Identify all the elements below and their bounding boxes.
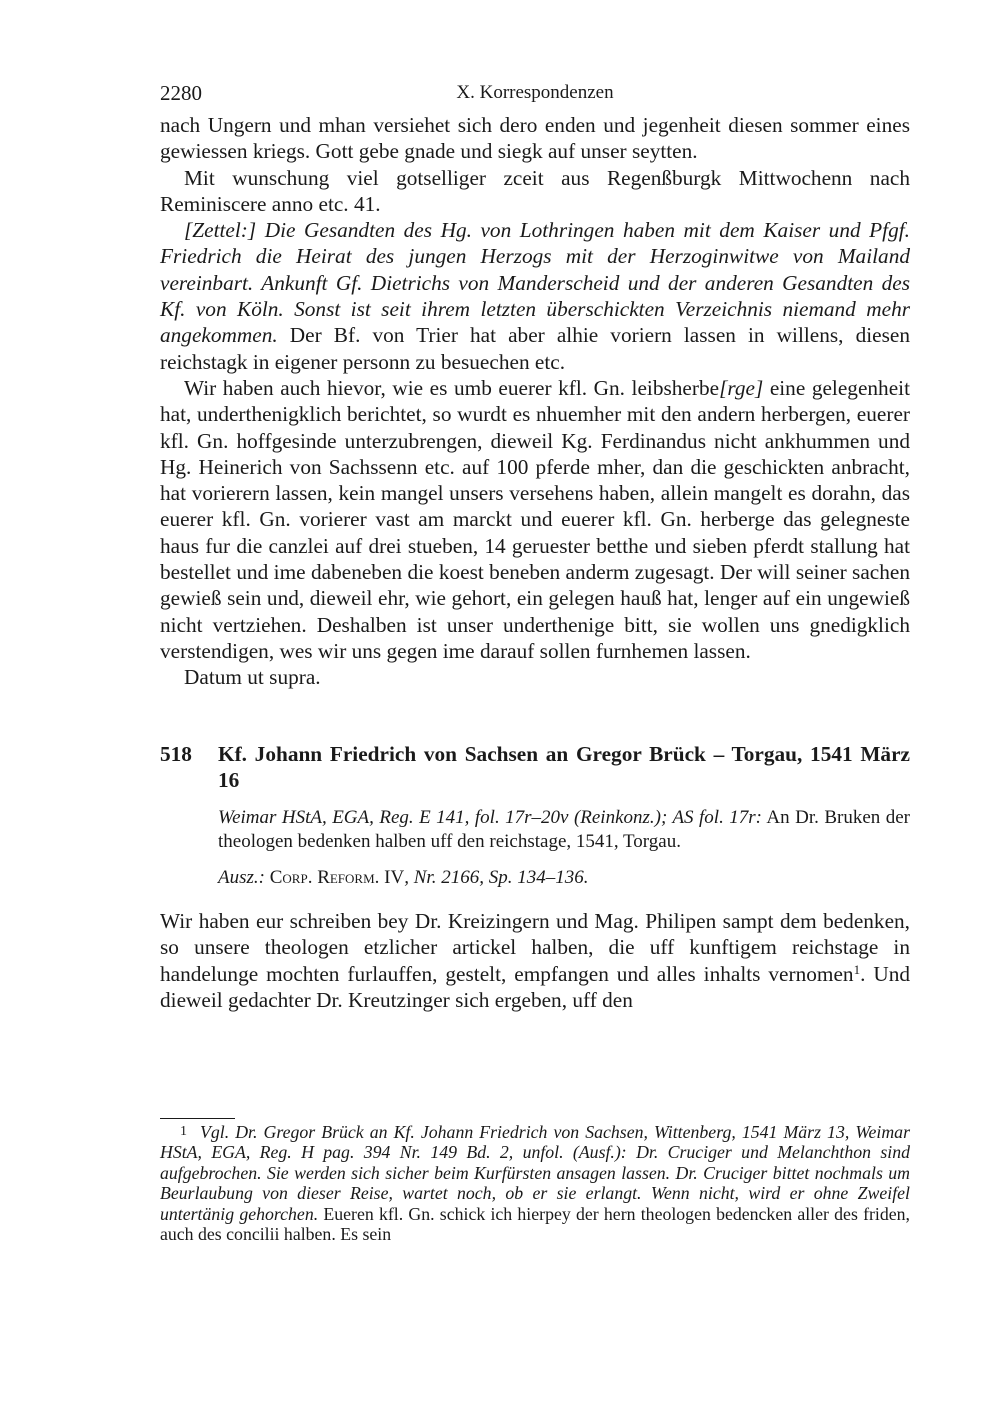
text-segment: eine gelegenheit hat, underthenigklich berichtet, so wurdt es nhuemher mit den andern herbergen, euerer kfl. Gn. hoffgesinde unterzubrengen, dieweil Kg. Ferdinandus nicht ankhummen und Hg. Heinerich von Sachssenn etc. auf 100 pferde mher, dan die geschickten anbracht, hat vorierern lassen, kein mangel unsers versehens haben, allein mangelt es dorahn, das euerer kfl. Gn. vorierer vast am marckt und euerer kfl. Gn. herberge das gelegneste haus fur die canzlei auf drei stueben, 14 geruester betthe und sieben pferdt stallung hat bestellet und ime dabeneben die koest beneben anderm zugesagt. Der will seiner sachen gewieß sein und, dieweil ehr, wie gehort, ein gelegen hauß hat, lenger auf ein ungewieß nicht vertziehen. Deshalben ist unser underthenige bitt, sie wollen uns gnedigklich verstendigen, wes wir uns gegen ime darauf sollen furnhemen lassen. xyxy=(160,375,910,663)
document-apparatus xyxy=(218,806,910,890)
page xyxy=(160,80,910,1013)
footnote-mark: 1 xyxy=(180,1124,187,1139)
text-segment: . Und dieweil gedachter Dr. Kreutzinger sich ergeben, uff den xyxy=(160,961,911,1013)
paragraph-zettel xyxy=(160,217,910,375)
footnote-reference[interactable]: 1 xyxy=(853,961,861,977)
running-title: X. Korrespondenzen xyxy=(456,82,614,103)
paragraph: Mit wunschung viel gotselliger zceit aus Regenßburgk Mittwochenn nach Reminiscere anno etc. 41. xyxy=(160,165,910,216)
document-heading xyxy=(160,741,910,794)
excerpt-note xyxy=(218,866,910,890)
paragraph: nach Ungern und mhan versiehet sich dero enden und jegenheit diesen sommer eines gewiessen kriegs. Gott gebe gnade und siegk auf unser seytten. xyxy=(160,113,910,164)
document-text xyxy=(160,908,910,1013)
document-number: 518 xyxy=(160,741,192,766)
editorial-emendation: [rge] xyxy=(719,375,764,400)
page-header xyxy=(160,80,910,106)
footnote-rule xyxy=(160,1118,235,1119)
source-archive: Weimar HStA, EGA, Reg. E 141, fol. 17r–20v (Reinkonz.); AS fol. 17r: xyxy=(218,807,763,829)
excerpt-volume: IV xyxy=(379,867,405,889)
zettel-summary: [Zettel:] Die Gesandten des Hg. von Lothringen haben mit dem Kaiser und Pfgf. Friedrich die Heirat des jungen Herzogs mit der Herzoginwitwe von Mailand vereinbart. Ankunft Gf. Dietrichs von Manderscheid und der anderen Gesandten des Kf. von Köln. Sonst ist seit ihrem letzten überschickten Verzeichnis niemand mehr angekommen. xyxy=(160,218,910,348)
excerpt-label: Ausz.: xyxy=(218,867,265,889)
excerpt-reference: , Nr. 2166, Sp. 134–136. xyxy=(404,867,589,889)
document-title: Kf. Johann Friedrich von Sachsen an Gregor Brück – Torgau, 1541 März 16 xyxy=(218,741,910,792)
source-note xyxy=(218,806,910,854)
paragraph-datum: Datum ut supra. xyxy=(184,665,321,690)
footnote xyxy=(160,1122,910,1244)
continuation-text xyxy=(160,112,910,691)
paragraph xyxy=(160,375,910,664)
footnote-italic-text: Vgl. Dr. Gregor Brück an Kf. Johann Friedrich von Sachsen, Wittenberg, 1541 März 13, Weimar HStA, EGA, Reg. H pag. 394 Nr. 149 Bd. 2, unfol. (Ausf.): Dr. Cruciger und Melanchthon sind aufgebrochen. Sie werden sich sicher beim Kurfürsten ansagen lassen. Dr. Cruciger bittet nochmals um Beurlaubung von dieser Reise, wartet noch, ob er sie erlangt. Wenn nicht, wird er ohne Zweifel untertänig gehorchen. xyxy=(160,1122,910,1224)
excerpt-work: Corp. Reform. xyxy=(269,867,380,889)
text-segment: Wir haben eur schreiben bey Dr. Kreizingern und Mag. Philipen sampt dem bedenken, so unsere theologen etzlicher artickel halben, die uff kunftigem reichstage in handelunge mochten furlauffen, gestelt, empfangen und alles inhalts vernomen xyxy=(160,909,910,986)
source-address: An Dr. Bruken der theologen bedenken halben uff den reichstage, 1541, Torgau. xyxy=(218,807,910,853)
text-segment: Wir haben auch hievor, wie es umb euerer kfl. Gn. leibsherbe xyxy=(184,375,720,400)
footnote-quote: Eueren kfl. Gn. schick ich hierpey der hern theologen bedencken aller des friden, auch des concilii halben. Es sein xyxy=(160,1203,910,1245)
zettel-quote: Der Bf. von Trier hat aber alhie voriern lassen in willens, diesen reichstagk in eigener personn zu besuechen etc. xyxy=(160,323,910,374)
page-number: 2280 xyxy=(160,81,202,105)
